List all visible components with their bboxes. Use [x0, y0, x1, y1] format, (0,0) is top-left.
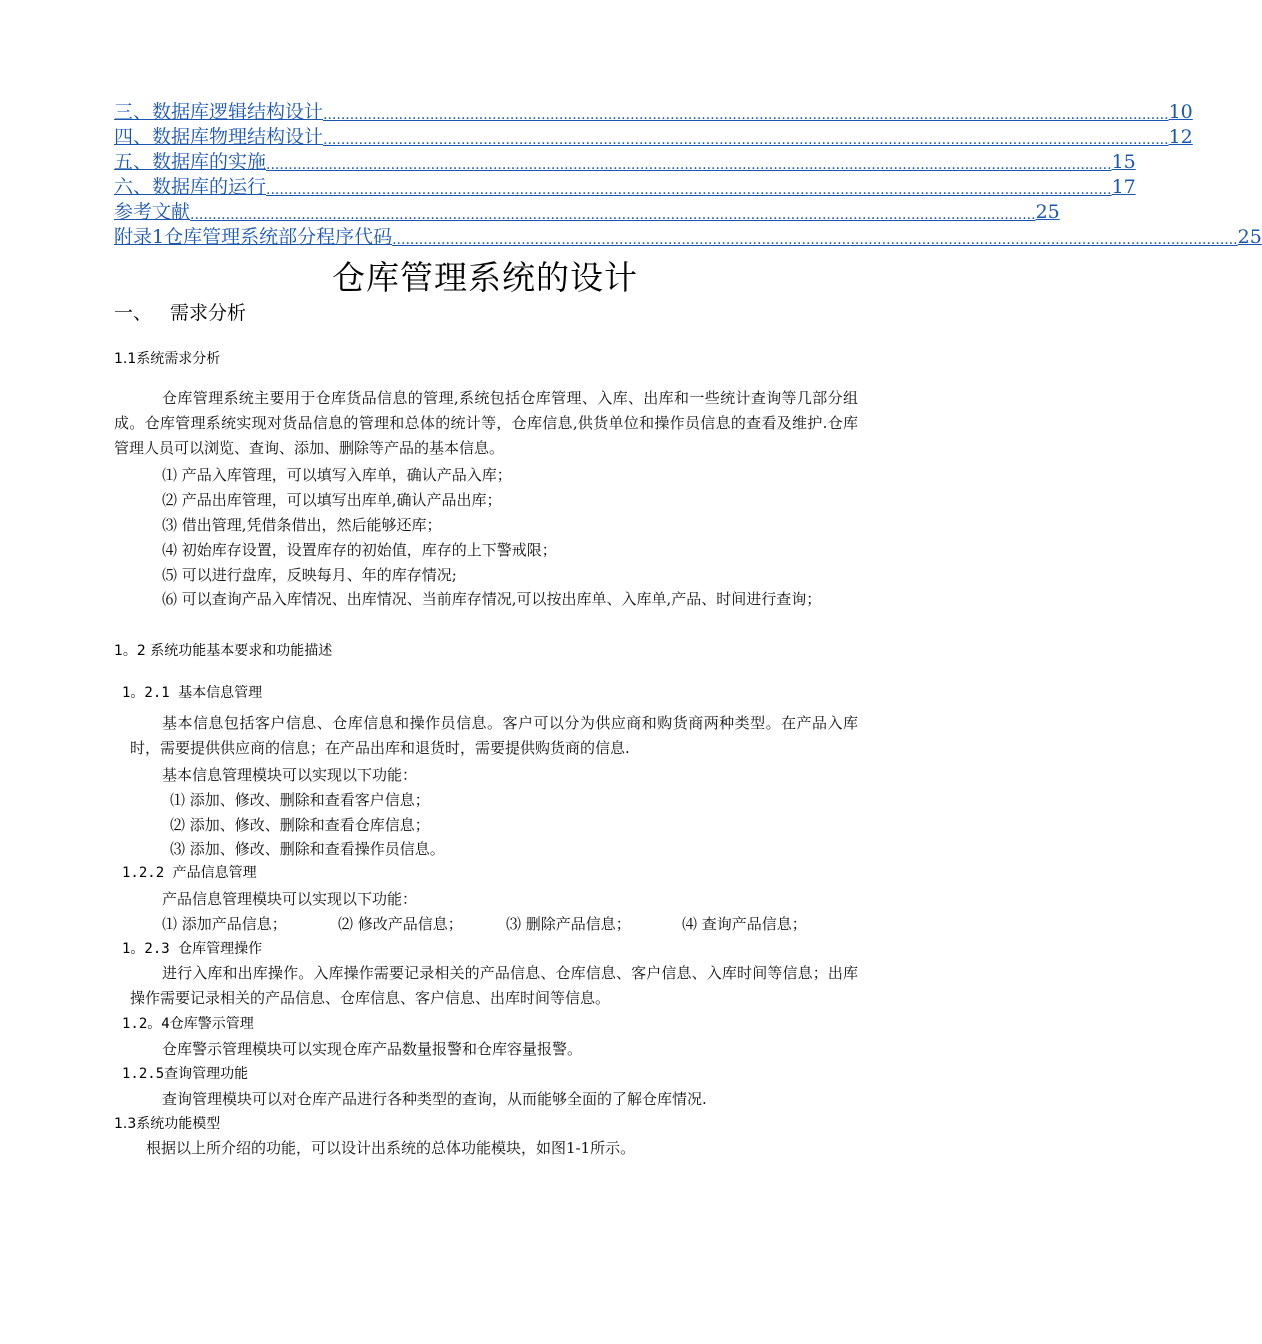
paragraph: 根据以上所介绍的功能，可以设计出系统的总体功能模块，如图1-1所示。: [146, 1139, 636, 1157]
list-item: ⑴ 添加产品信息；: [162, 915, 287, 933]
toc-leader: ..............................................................................................................................................................................................: [266, 157, 1112, 173]
toc-leader: ..............................................................................................................................................................................................: [323, 107, 1169, 123]
paragraph: 仓库警示管理模块可以实现仓库产品数量报警和仓库容量报警。: [162, 1040, 583, 1058]
subsubsection-heading: 1.2.5查询管理功能: [122, 1066, 249, 1082]
toc-entry-title: 五、数据库的实施: [114, 151, 267, 173]
toc-entry-page: 17: [1111, 176, 1136, 198]
list-item: ⑴ 产品入库管理，可以填写入库单，确认产品入库；: [162, 466, 512, 484]
subsubsection-heading: 1。2.1 基本信息管理: [122, 685, 263, 701]
list-item: ⑵ 修改产品信息；: [338, 915, 463, 933]
subsection-heading: 1。2 系统功能基本要求和功能描述: [114, 643, 333, 659]
section-heading: [114, 298, 246, 325]
list-item: ⑵ 添加、修改、删除和查看仓库信息；: [170, 816, 430, 834]
subsubsection-heading: 1。2.3 仓库管理操作: [122, 941, 263, 957]
list-item: ⑵ 产品出库管理，可以填写出库单,确认产品出库；: [162, 491, 502, 509]
toc-leader: ..............................................................................................................................................................................................: [323, 132, 1169, 148]
list-item: ⑴ 添加、修改、删除和查看客户信息；: [170, 791, 430, 809]
toc-entry[interactable]: [114, 225, 1262, 250]
subsection-heading: 1.3系统功能模型: [114, 1116, 221, 1132]
toc-entry-page: 25: [1035, 201, 1060, 223]
list-item: ⑸ 可以进行盘库，反映每月、年的库存情况;: [162, 566, 457, 584]
toc-entry[interactable]: [114, 125, 1193, 150]
table-of-contents: [114, 100, 1262, 250]
toc-entry-page: 25: [1237, 226, 1262, 248]
toc-entry-title: 参考文献: [114, 201, 191, 223]
paragraph: 仓库管理系统主要用于仓库货品信息的管理,系统包括仓库管理、入库、出库和一些统计查询等几部分组成。仓库管理系统实现对货品信息的管理和总体的统计等，仓库信息,供货单位和操作员信息的查看及维护.仓库管理人员可以浏览、查询、添加、删除等产品的基本信息。: [114, 389, 858, 457]
toc-entry-title: 三、数据库逻辑结构设计: [114, 101, 324, 123]
section-title: 需求分析: [170, 302, 247, 324]
list-item: ⑶ 添加、修改、删除和查看操作员信息。: [170, 840, 445, 858]
toc-entry-title: 四、数据库物理结构设计: [114, 126, 324, 148]
toc-entry-title: 附录1仓库管理系统部分程序代码: [114, 226, 393, 248]
toc-entry-page: 10: [1168, 101, 1193, 123]
paragraph: 查询管理模块可以对仓库产品进行各种类型的查询，从而能够全面的了解仓库情况.: [162, 1090, 707, 1108]
section-number: 一、: [114, 302, 153, 324]
toc-entry-page: 15: [1111, 151, 1136, 173]
paragraph: 基本信息包括客户信息、仓库信息和操作员信息。客户可以分为供应商和购货商两种类型。在产品入库时，需要提供供应商的信息；在产品出库和退货时，需要提供购货商的信息.: [130, 714, 858, 757]
toc-leader: ..............................................................................................................................................................................................: [266, 182, 1112, 198]
toc-entry[interactable]: [114, 175, 1136, 200]
paragraph: 基本信息管理模块可以实现以下功能：: [162, 766, 418, 784]
toc-leader: ..............................................................................................................................................................................................: [392, 232, 1238, 248]
paragraph: 产品信息管理模块可以实现以下功能：: [162, 890, 418, 908]
subsection-heading: 1.1系统需求分析: [114, 351, 221, 367]
subsubsection-heading: 1.2.2 产品信息管理: [122, 865, 257, 881]
toc-entry[interactable]: [114, 200, 1060, 225]
list-item: ⑷ 查询产品信息；: [682, 915, 807, 933]
list-item: ⑷ 初始库存设置，设置库存的初始值，库存的上下警戒限；: [162, 541, 557, 559]
toc-entry[interactable]: [114, 150, 1136, 175]
list-item: ⑶ 删除产品信息；: [506, 915, 631, 933]
toc-entry[interactable]: [114, 100, 1193, 125]
paragraph: 进行入库和出库操作。入库操作需要记录相关的产品信息、仓库信息、客户信息、入库时间等信息；出库操作需要记录相关的产品信息、仓库信息、客户信息、出库时间等信息。: [130, 964, 858, 1007]
document-title: 仓库管理系统的设计: [332, 258, 638, 297]
list-item: ⑹ 可以查询产品入库情况、出库情况、当前库存情况,可以按出库单、入库单,产品、时间进行查询；: [162, 590, 822, 608]
toc-leader: ..............................................................................................................................................................................................: [190, 207, 1036, 223]
toc-entry-title: 六、数据库的运行: [114, 176, 267, 198]
subsubsection-heading: 1.2。4仓库警示管理: [122, 1016, 254, 1032]
list-item: ⑶ 借出管理,凭借条借出，然后能够还库；: [162, 516, 442, 534]
toc-entry-page: 12: [1168, 126, 1193, 148]
